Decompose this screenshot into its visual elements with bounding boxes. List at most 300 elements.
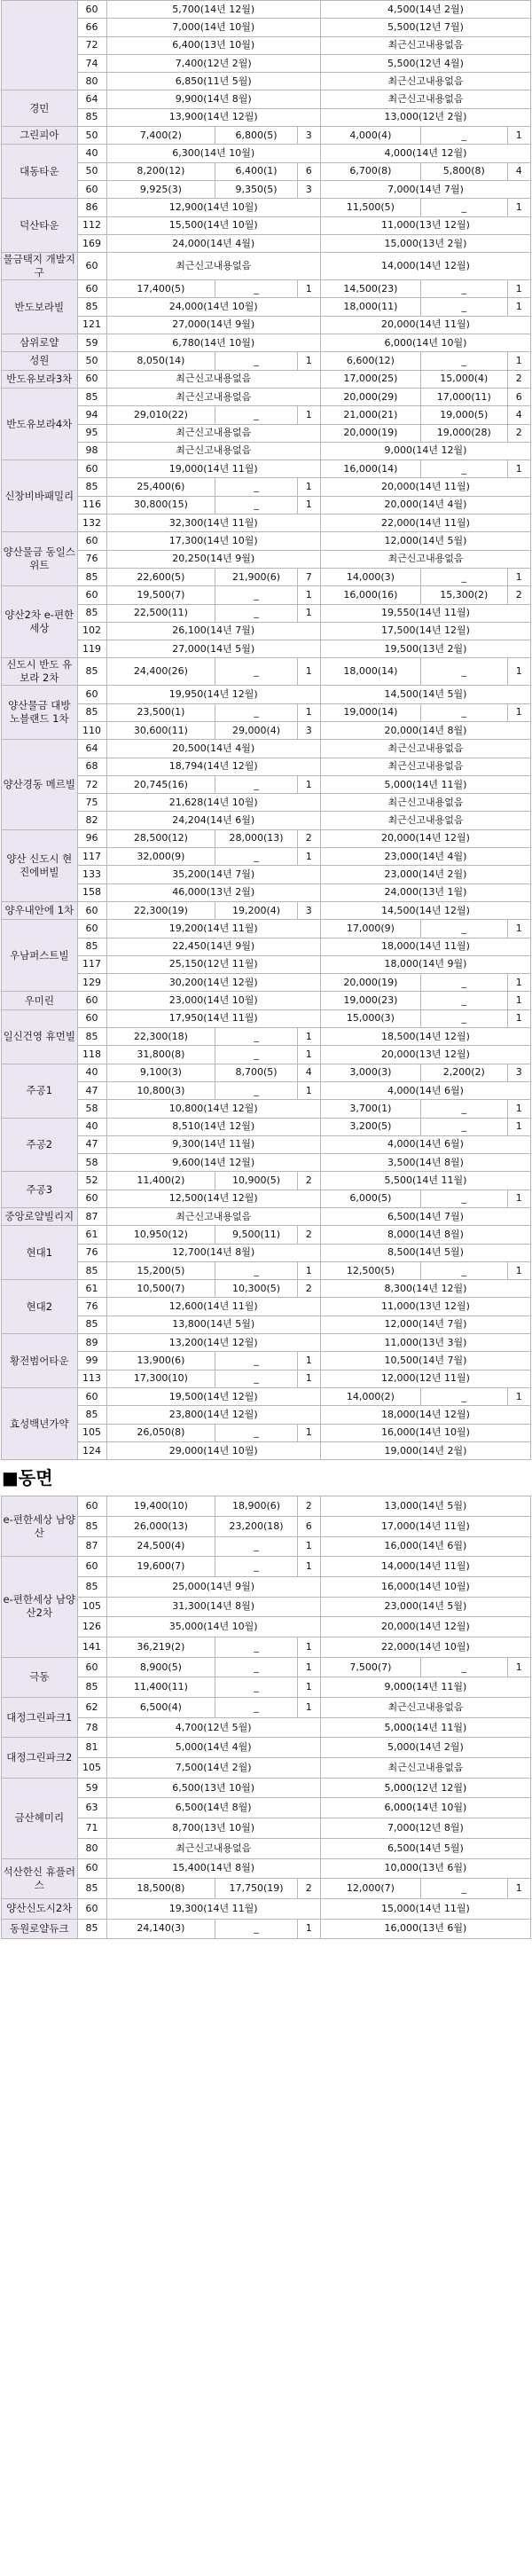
area-cell: 40 — [77, 1118, 106, 1135]
table-row — [2, 1424, 531, 1441]
jeonse-low-cell: _ — [420, 1100, 507, 1118]
table-row — [2, 1617, 531, 1637]
apartment-name: 주공1 — [2, 1064, 78, 1118]
jeonse-low-cell: _ — [420, 1879, 507, 1899]
sale-price-cell: 13,900(14년 12월) — [106, 108, 320, 126]
jeonse-price-cell: 3,700(1) — [320, 1100, 420, 1118]
sale-price-cell: 9,900(14년 8월) — [106, 90, 320, 108]
sale-price-cell: 4,700(12년 5월) — [106, 1717, 320, 1738]
jeonse-price-cell: 21,000(21) — [320, 406, 420, 424]
table-row — [2, 1334, 531, 1352]
sale-price-cell: 24,000(14년 10월) — [106, 298, 320, 316]
area-cell: 85 — [77, 1261, 106, 1279]
jeonse-price-cell: 17,000(14년 11월) — [320, 1516, 530, 1536]
area-cell: 71 — [77, 1818, 106, 1839]
jeonse-low-cell: 15,000(4) — [420, 370, 507, 388]
area-cell: 117 — [77, 848, 106, 866]
sale-price-cell: 17,300(14년 10월) — [106, 532, 320, 550]
area-cell: 85 — [77, 658, 106, 686]
sale-price-cell: 22,500(11) — [106, 604, 215, 622]
apartment-name: 양산경동 메르빌 — [2, 740, 78, 829]
table-row — [2, 1315, 531, 1333]
jeonse-count-cell: 1 — [507, 280, 530, 298]
jeonse-count-cell: 2 — [507, 370, 530, 388]
table-row — [2, 1858, 531, 1879]
sale-count-cell: 1 — [297, 1370, 320, 1387]
table-row — [2, 316, 531, 334]
table-row — [2, 829, 531, 847]
sale-price-cell: 12,500(14년 12월) — [106, 1190, 320, 1207]
area-cell: 99 — [77, 1352, 106, 1370]
sale-price-cell: 15,200(5) — [106, 1261, 215, 1279]
jeonse-price-cell: 18,500(14년 12월) — [320, 1028, 530, 1046]
area-cell: 121 — [77, 316, 106, 334]
sale-low-cell: 10,900(5) — [215, 1172, 297, 1190]
table-row — [2, 622, 531, 640]
jeonse-count-cell: 1 — [507, 703, 530, 721]
apartment-name: 양산물금 동일스위트 — [2, 532, 78, 586]
jeonse-price-cell: 최근신고내용없음 — [320, 90, 530, 108]
table-row — [2, 568, 531, 585]
jeonse-price-cell: 20,000(19) — [320, 424, 420, 442]
sale-price-cell: 15,400(14년 8월) — [106, 1858, 320, 1879]
sale-price-cell: 13,900(6) — [106, 1352, 215, 1370]
table-row — [2, 812, 531, 829]
jeonse-price-cell: 20,000(19) — [320, 974, 420, 992]
area-cell: 85 — [77, 938, 106, 955]
table-row — [2, 604, 531, 622]
sale-low-cell: _ — [215, 604, 297, 622]
table-row — [2, 1637, 531, 1657]
jeonse-count-cell: 1 — [507, 1879, 530, 1899]
area-cell: 58 — [77, 1154, 106, 1172]
jeonse-low-cell: _ — [420, 658, 507, 686]
area-cell: 66 — [77, 19, 106, 36]
table-row — [2, 388, 531, 405]
jeonse-price-cell: 13,000(14년 5월) — [320, 1496, 530, 1517]
sale-count-cell: 2 — [297, 1280, 320, 1298]
jeonse-price-cell: 20,000(14년 4월) — [320, 496, 530, 514]
sale-price-cell: 24,204(14년 6월) — [106, 812, 320, 829]
sale-price-cell: 22,450(14년 9월) — [106, 938, 320, 955]
sale-price-cell: 25,400(6) — [106, 478, 215, 496]
jeonse-price-cell: 14,000(14년 12월) — [320, 253, 530, 280]
table-row — [2, 1046, 531, 1064]
jeonse-price-cell: 15,000(14년 11월) — [320, 1898, 530, 1919]
area-cell: 60 — [77, 532, 106, 550]
area-cell: 58 — [77, 1100, 106, 1118]
apartment-name: e-편한세상 남양산2차 — [2, 1557, 78, 1657]
area-cell: 60 — [77, 1858, 106, 1879]
sale-price-cell: 31,800(8) — [106, 1046, 215, 1064]
area-cell: 85 — [77, 568, 106, 585]
area-cell: 141 — [77, 1637, 106, 1657]
table-row — [2, 1698, 531, 1718]
sale-price-cell: 9,925(3) — [106, 180, 215, 198]
apartment-name: 석산한신 휴플러스 — [2, 1858, 78, 1898]
area-cell: 105 — [77, 1424, 106, 1441]
apartment-name: 대정그린파크1 — [2, 1698, 78, 1738]
area-cell: 50 — [77, 352, 106, 370]
jeonse-price-cell: 5,000(14년 11월) — [320, 775, 530, 793]
area-cell: 50 — [77, 127, 106, 145]
sale-count-cell: 1 — [297, 658, 320, 686]
jeonse-price-cell: 20,000(14년 11월) — [320, 478, 530, 496]
jeonse-count-cell: 1 — [507, 992, 530, 1009]
sale-low-cell: _ — [215, 1261, 297, 1279]
table-row — [2, 686, 531, 703]
jeonse-low-cell: _ — [420, 974, 507, 992]
table-row — [2, 334, 531, 352]
sale-price-cell: 10,800(14년 12월) — [106, 1100, 320, 1118]
sale-price-cell: 12,700(14년 8월) — [106, 1244, 320, 1261]
area-cell: 76 — [77, 1244, 106, 1261]
jeonse-price-cell: 11,500(5) — [320, 199, 420, 216]
sale-price-cell: 6,500(13년 10월) — [106, 1778, 320, 1798]
table-row — [2, 794, 531, 812]
table-row — [2, 703, 531, 721]
sale-price-cell: 31,300(14년 8월) — [106, 1597, 320, 1617]
apartment-name: 우미린 — [2, 992, 78, 1009]
sale-price-cell: 22,300(18) — [106, 1028, 215, 1046]
jeonse-price-cell: 4,000(14년 12월) — [320, 145, 530, 162]
area-cell: 89 — [77, 1334, 106, 1352]
sale-price-cell: 11,400(11) — [106, 1677, 215, 1698]
jeonse-price-cell: 12,000(14년 5월) — [320, 532, 530, 550]
table-row — [2, 1557, 531, 1577]
table-row — [2, 1758, 531, 1779]
apartment-name: 물금택지 개발지구 — [2, 253, 78, 280]
apartment-name: 양산신도시2차 — [2, 1898, 78, 1919]
sale-price-cell: 22,300(19) — [106, 901, 215, 919]
area-cell: 61 — [77, 1226, 106, 1244]
jeonse-price-cell: 최근신고내용없음 — [320, 812, 530, 829]
sale-low-cell: _ — [215, 1557, 297, 1577]
area-cell: 40 — [77, 1064, 106, 1081]
table-row — [2, 1798, 531, 1818]
area-cell: 105 — [77, 1758, 106, 1779]
sale-price-cell: 13,800(14년 5월) — [106, 1315, 320, 1333]
sale-count-cell: 1 — [297, 1261, 320, 1279]
apartment-name: 덕산타운 — [2, 199, 78, 253]
sale-price-cell: 9,600(14년 12월) — [106, 1154, 320, 1172]
sale-price-cell: 7,400(12년 2월) — [106, 54, 320, 72]
jeonse-count-cell: 1 — [507, 199, 530, 216]
area-cell: 96 — [77, 829, 106, 847]
jeonse-low-cell: _ — [420, 1657, 507, 1677]
sale-count-cell: 1 — [297, 848, 320, 866]
jeonse-price-cell: 16,000(14년 10월) — [320, 1424, 530, 1441]
apartment-name: 현대2 — [2, 1280, 78, 1334]
sale-price-cell: 9,300(14년 11월) — [106, 1135, 320, 1153]
table-row — [2, 73, 531, 90]
table-row — [2, 1677, 531, 1698]
sale-price-cell: 10,950(12) — [106, 1226, 215, 1244]
jeonse-price-cell: 20,000(14년 11월) — [320, 316, 530, 334]
sale-price-cell: 35,000(14년 10월) — [106, 1617, 320, 1637]
sale-price-cell: 18,500(8) — [106, 1879, 215, 1899]
table-row — [2, 1778, 531, 1798]
jeonse-price-cell: 20,000(13년 12월) — [320, 1046, 530, 1064]
sale-price-cell: 최근신고내용없음 — [106, 1208, 320, 1226]
sale-price-cell: 32,000(9) — [106, 848, 215, 866]
table-row — [2, 1280, 531, 1298]
jeonse-count-cell: 4 — [507, 406, 530, 424]
apartment-name: 양산2차 e-편한세상 — [2, 586, 78, 658]
area-cell: 124 — [77, 1441, 106, 1459]
apartment-name: 양산물금 대방 노블랜드 1차 — [2, 686, 78, 740]
table-row — [2, 1208, 531, 1226]
jeonse-price-cell: 24,000(13년 1월) — [320, 884, 530, 901]
table-row — [2, 1879, 531, 1899]
sale-price-cell: 최근신고내용없음 — [106, 424, 320, 442]
sale-price-cell: 6,500(4) — [106, 1698, 215, 1718]
area-cell: 60 — [77, 253, 106, 280]
area-cell: 85 — [77, 1315, 106, 1333]
area-cell: 60 — [77, 1557, 106, 1577]
sale-price-cell: 17,400(5) — [106, 280, 215, 298]
jeonse-count-cell: 3 — [507, 1064, 530, 1081]
sale-price-cell: 35,200(14년 7월) — [106, 866, 320, 884]
area-cell: 85 — [77, 604, 106, 622]
sale-price-cell: 6,850(11년 5월) — [106, 73, 320, 90]
jeonse-price-cell: 14,000(2) — [320, 1387, 420, 1405]
jeonse-count-cell: 2 — [507, 424, 530, 442]
jeonse-price-cell: 5,500(14년 11월) — [320, 1172, 530, 1190]
area-cell: 75 — [77, 794, 106, 812]
jeonse-low-cell: 19,000(28) — [420, 424, 507, 442]
table-row — [2, 108, 531, 126]
jeonse-price-cell: 12,500(5) — [320, 1261, 420, 1279]
jeonse-count-cell: 1 — [507, 352, 530, 370]
sale-price-cell: 29,010(22) — [106, 406, 215, 424]
apartment-name: 중앙로얄빌리지 — [2, 1208, 78, 1226]
jeonse-price-cell: 16,000(14년 10월) — [320, 1576, 530, 1597]
sale-price-cell: 6,500(14년 8월) — [106, 1798, 320, 1818]
table-row — [2, 514, 531, 532]
sale-low-cell: _ — [215, 1046, 297, 1064]
table-row — [2, 1244, 531, 1261]
sale-count-cell: 1 — [297, 406, 320, 424]
table-row — [2, 1081, 531, 1099]
sale-low-cell: _ — [215, 1352, 297, 1370]
sale-price-cell: 7,000(14년 10월) — [106, 19, 320, 36]
sale-low-cell: 29,000(4) — [215, 721, 297, 739]
jeonse-price-cell: 5,500(12년 7월) — [320, 19, 530, 36]
jeonse-price-cell: 11,000(13년 12월) — [320, 216, 530, 234]
area-cell: 132 — [77, 514, 106, 532]
area-cell: 76 — [77, 550, 106, 568]
jeonse-price-cell: 15,000(3) — [320, 1009, 420, 1027]
area-cell: 60 — [77, 1496, 106, 1517]
sale-price-cell: 30,800(15) — [106, 496, 215, 514]
area-cell: 60 — [77, 460, 106, 478]
apartment-name: 성원 — [2, 352, 78, 370]
sale-low-cell: 6,800(5) — [215, 127, 297, 145]
jeonse-price-cell: 6,000(14년 10월) — [320, 1798, 530, 1818]
jeonse-price-cell: 4,500(14년 2월) — [320, 1, 530, 19]
sale-count-cell: 2 — [297, 829, 320, 847]
jeonse-count-cell: 1 — [507, 1261, 530, 1279]
jeonse-count-cell: 1 — [507, 1657, 530, 1677]
apartment-name: 양산 신도시 현진에버빌 — [2, 829, 78, 901]
table-row — [2, 19, 531, 36]
jeonse-low-cell: _ — [420, 1009, 507, 1027]
jeonse-price-cell: 6,500(14년 7월) — [320, 1208, 530, 1226]
sale-count-cell: 1 — [297, 280, 320, 298]
area-cell: 87 — [77, 1536, 106, 1557]
jeonse-price-cell: 최근신고내용없음 — [320, 36, 530, 54]
area-cell: 126 — [77, 1617, 106, 1637]
table-row — [2, 658, 531, 686]
sale-price-cell: 최근신고내용없음 — [106, 1838, 320, 1858]
sale-low-cell: _ — [215, 1698, 297, 1718]
area-cell: 78 — [77, 1717, 106, 1738]
jeonse-price-cell: 7,000(14년 7월) — [320, 180, 530, 198]
area-cell: 85 — [77, 388, 106, 405]
jeonse-count-cell: 6 — [507, 388, 530, 405]
area-cell: 80 — [77, 1838, 106, 1858]
area-cell: 60 — [77, 1190, 106, 1207]
area-cell: 47 — [77, 1135, 106, 1153]
sale-count-cell: 3 — [297, 127, 320, 145]
table-row — [2, 1370, 531, 1387]
sale-price-cell: 8,900(5) — [106, 1657, 215, 1677]
sale-price-cell: 6,780(14년 10월) — [106, 334, 320, 352]
table-row — [2, 216, 531, 234]
jeonse-price-cell: 7,500(7) — [320, 1657, 420, 1677]
jeonse-count-cell: 1 — [507, 1100, 530, 1118]
area-cell: 113 — [77, 1370, 106, 1387]
area-cell: 72 — [77, 775, 106, 793]
table-row — [2, 1516, 531, 1536]
jeonse-price-cell: 18,000(11) — [320, 298, 420, 316]
jeonse-price-cell: 3,200(5) — [320, 1118, 420, 1135]
table-row — [2, 848, 531, 866]
sale-count-cell: 2 — [297, 1172, 320, 1190]
apartment-name: 삼위로얄 — [2, 334, 78, 352]
jeonse-price-cell: 23,000(14년 5월) — [320, 1597, 530, 1617]
jeonse-low-cell: _ — [420, 1190, 507, 1207]
table-row — [2, 884, 531, 901]
jeonse-price-cell: 20,000(29) — [320, 388, 420, 405]
area-cell: 85 — [77, 1516, 106, 1536]
table-row — [2, 1387, 531, 1405]
jeonse-count-cell: 4 — [507, 162, 530, 180]
area-cell: 81 — [77, 1738, 106, 1758]
table-row — [2, 1, 531, 19]
jeonse-price-cell: 18,000(14년 9월) — [320, 955, 530, 973]
jeonse-price-cell: 9,000(14년 11월) — [320, 1677, 530, 1698]
area-cell: 85 — [77, 298, 106, 316]
sale-low-cell: _ — [215, 1919, 297, 1939]
table-row — [2, 1919, 531, 1939]
jeonse-price-cell: 12,000(12년 11월) — [320, 1370, 530, 1387]
table-row — [2, 955, 531, 973]
jeonse-price-cell: 10,500(14년 7월) — [320, 1352, 530, 1370]
sale-count-cell: 1 — [297, 1677, 320, 1698]
jeonse-price-cell: 18,000(14년 11월) — [320, 938, 530, 955]
sale-price-cell: 36,219(2) — [106, 1637, 215, 1657]
jeonse-price-cell: 22,000(14년 11월) — [320, 514, 530, 532]
sale-price-cell: 10,800(3) — [106, 1081, 215, 1099]
table-row — [2, 127, 531, 145]
apartment-name: 동원로얄듀크 — [2, 1919, 78, 1939]
sale-price-cell: 28,500(12) — [106, 829, 215, 847]
jeonse-price-cell: 19,000(23) — [320, 992, 420, 1009]
table-row — [2, 1009, 531, 1027]
sale-low-cell: 9,350(5) — [215, 180, 297, 198]
jeonse-price-cell: 18,000(14) — [320, 658, 420, 686]
sale-count-cell: 2 — [297, 1879, 320, 1899]
jeonse-price-cell: 14,000(3) — [320, 568, 420, 585]
table-row — [2, 866, 531, 884]
area-cell: 63 — [77, 1798, 106, 1818]
jeonse-price-cell: 6,000(14년 10월) — [320, 334, 530, 352]
apartment-name: 신도시 반도 유보라 2차 — [2, 658, 78, 686]
jeonse-price-cell: 10,000(13년 6월) — [320, 1858, 530, 1879]
table-row — [2, 586, 531, 604]
table-row — [2, 1261, 531, 1279]
jeonse-low-cell: 19,000(5) — [420, 406, 507, 424]
sale-count-cell: 1 — [297, 1424, 320, 1441]
sale-price-cell: 26,050(8) — [106, 1424, 215, 1441]
jeonse-price-cell: 17,500(14년 12월) — [320, 622, 530, 640]
area-cell: 112 — [77, 216, 106, 234]
area-cell: 60 — [77, 686, 106, 703]
sale-low-cell: 28,000(13) — [215, 829, 297, 847]
sale-count-cell: 3 — [297, 180, 320, 198]
sale-price-cell: 46,000(13년 2월) — [106, 884, 320, 901]
apartment-name: 반도유보라4차 — [2, 388, 78, 459]
jeonse-price-cell: 최근신고내용없음 — [320, 1758, 530, 1779]
sale-price-cell: 24,400(26) — [106, 658, 215, 686]
table-row — [2, 1154, 531, 1172]
area-cell: 85 — [77, 1677, 106, 1698]
sale-count-cell: 1 — [297, 604, 320, 622]
area-cell: 59 — [77, 1778, 106, 1798]
area-cell: 87 — [77, 1208, 106, 1226]
sale-low-cell: 23,200(18) — [215, 1516, 297, 1536]
table-row — [2, 992, 531, 1009]
jeonse-low-cell: _ — [420, 568, 507, 585]
table-row — [2, 1100, 531, 1118]
sale-low-cell: _ — [215, 1637, 297, 1657]
area-cell: 105 — [77, 1597, 106, 1617]
area-cell: 76 — [77, 1298, 106, 1315]
table-row — [2, 1172, 531, 1190]
table-row — [2, 90, 531, 108]
sale-count-cell: 1 — [297, 1698, 320, 1718]
sale-low-cell: _ — [215, 1370, 297, 1387]
sale-price-cell: 15,500(14년 10월) — [106, 216, 320, 234]
table-row — [2, 478, 531, 496]
jeonse-price-cell: 19,000(14) — [320, 703, 420, 721]
area-cell: 60 — [77, 1009, 106, 1027]
sale-price-cell: 12,900(14년 10월) — [106, 199, 320, 216]
jeonse-low-cell: _ — [420, 992, 507, 1009]
jeonse-price-cell: 최근신고내용없음 — [320, 740, 530, 758]
jeonse-low-cell: 15,300(2) — [420, 586, 507, 604]
table-row — [2, 640, 531, 658]
jeonse-count-cell: 1 — [507, 127, 530, 145]
table-row — [2, 253, 531, 280]
jeonse-price-cell: 5,000(12년 12월) — [320, 1778, 530, 1798]
apartment-name: 금산헤미리 — [2, 1778, 78, 1858]
table-row — [2, 901, 531, 919]
sale-low-cell: 8,700(5) — [215, 1064, 297, 1081]
area-cell: 47 — [77, 1081, 106, 1099]
